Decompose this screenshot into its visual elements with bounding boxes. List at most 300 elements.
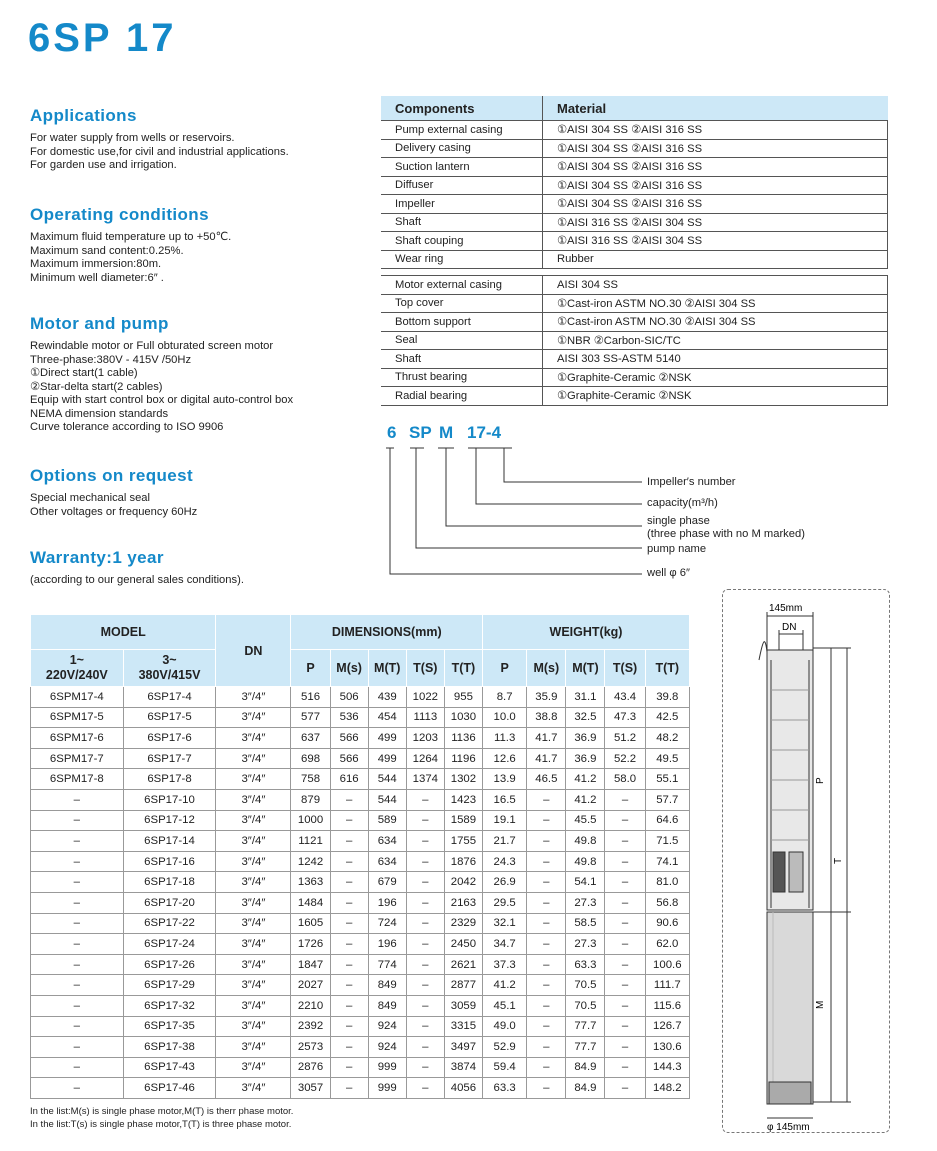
table-cell: 566 xyxy=(330,728,368,749)
table-cell: – xyxy=(605,913,645,934)
table-cell: – xyxy=(527,831,566,852)
table-row xyxy=(31,851,690,872)
table-cell: – xyxy=(605,934,645,955)
table-cell: – xyxy=(605,892,645,913)
dim-t: T xyxy=(833,857,844,864)
table-cell: 6SP17-6 xyxy=(123,728,216,749)
table-cell: 43.4 xyxy=(605,687,645,708)
table-cell: 3″/4″ xyxy=(216,728,291,749)
table-row xyxy=(31,687,690,708)
table-cell: 6SP17-22 xyxy=(123,913,216,934)
component-row xyxy=(381,350,888,369)
table-cell: 47.3 xyxy=(605,707,645,728)
table-cell: 6SP17-4 xyxy=(123,687,216,708)
component-row xyxy=(381,276,888,295)
table-row xyxy=(31,995,690,1016)
component-row xyxy=(381,176,888,195)
table-cell: 6SP17-43 xyxy=(123,1057,216,1078)
table-cell: 27.3 xyxy=(566,892,605,913)
component-name: Top cover xyxy=(381,294,543,313)
component-material: Rubber xyxy=(543,250,888,269)
component-name: Shaft xyxy=(381,213,543,232)
table-row xyxy=(31,954,690,975)
table-cell: – xyxy=(527,1016,566,1037)
table-cell: – xyxy=(527,954,566,975)
header-dimensions: DIMENSIONS(mm) xyxy=(291,615,483,650)
options-heading: Options on request xyxy=(30,466,194,485)
table-cell: – xyxy=(527,1057,566,1078)
dim-p: P xyxy=(815,777,826,784)
table-row xyxy=(31,1016,690,1037)
table-row xyxy=(31,872,690,893)
table-cell: 26.9 xyxy=(483,872,527,893)
component-name: Shaft couping xyxy=(381,232,543,251)
table-cell: 3″/4″ xyxy=(216,913,291,934)
table-cell: – xyxy=(31,934,124,955)
code-capacity: 17-4 xyxy=(467,423,502,442)
table-cell: 3315 xyxy=(444,1016,482,1037)
table-cell: 49.0 xyxy=(483,1016,527,1037)
table-cell: – xyxy=(406,1037,444,1058)
subheader-dim-ms: M(s) xyxy=(330,650,368,687)
component-row xyxy=(381,368,888,387)
table-cell: – xyxy=(31,975,124,996)
applications-section xyxy=(30,106,360,173)
table-cell: – xyxy=(31,954,124,975)
table-cell: 13.9 xyxy=(483,769,527,790)
table-cell: – xyxy=(330,934,368,955)
table-cell: 84.9 xyxy=(566,1078,605,1099)
table-cell: 3″/4″ xyxy=(216,975,291,996)
label-impeller: Impeller′s number xyxy=(647,476,736,488)
table-cell: 1113 xyxy=(406,707,444,728)
table-cell: 3″/4″ xyxy=(216,748,291,769)
options-line: Other voltages or frequency 60Hz xyxy=(30,505,198,518)
table-cell: 6SP17-10 xyxy=(123,789,216,810)
table-cell: – xyxy=(527,975,566,996)
table-cell: 54.1 xyxy=(566,872,605,893)
motor-line: Three-phase:380V - 415V /50Hz xyxy=(30,353,192,366)
component-material: ①AISI 316 SS ②AISI 304 SS xyxy=(543,213,888,232)
table-cell: 126.7 xyxy=(645,1016,689,1037)
table-cell: – xyxy=(31,1078,124,1099)
table-cell: 637 xyxy=(291,728,330,749)
table-cell: – xyxy=(605,851,645,872)
table-cell: 6SP17-26 xyxy=(123,954,216,975)
label-single-phase: single phase xyxy=(647,515,710,527)
component-row xyxy=(381,313,888,332)
applications-heading: Applications xyxy=(30,106,137,125)
table-cell: 59.4 xyxy=(483,1057,527,1078)
warranty-section xyxy=(30,548,360,588)
table-cell: – xyxy=(406,934,444,955)
table-cell: – xyxy=(31,831,124,852)
table-cell: 90.6 xyxy=(645,913,689,934)
table-cell: 2450 xyxy=(444,934,482,955)
subheader-wt-ms: M(s) xyxy=(527,650,566,687)
table-cell: 3″/4″ xyxy=(216,707,291,728)
table-cell: – xyxy=(31,1016,124,1037)
table-cell: – xyxy=(605,1016,645,1037)
subheader-dim-mt: M(T) xyxy=(368,650,406,687)
component-material: ①AISI 304 SS ②AISI 316 SS xyxy=(543,195,888,214)
table-cell: 2621 xyxy=(444,954,482,975)
table-cell: 41.7 xyxy=(527,728,566,749)
component-row xyxy=(381,250,888,269)
subheader-wt-mt: M(T) xyxy=(566,650,605,687)
table-cell: 31.1 xyxy=(566,687,605,708)
table-cell: – xyxy=(605,995,645,1016)
component-row xyxy=(381,213,888,232)
table-cell: – xyxy=(527,789,566,810)
table-cell: – xyxy=(330,1016,368,1037)
component-name: Thrust bearing xyxy=(381,368,543,387)
components-table xyxy=(381,96,888,406)
table-cell: 924 xyxy=(368,1037,406,1058)
table-cell: 6SP17-5 xyxy=(123,707,216,728)
operating-section xyxy=(30,205,360,285)
component-row xyxy=(381,387,888,406)
table-row xyxy=(31,934,690,955)
subheader-dim-p: P xyxy=(291,650,330,687)
table-cell: 6SPM17-8 xyxy=(31,769,124,790)
table-cell: 6SPM17-4 xyxy=(31,687,124,708)
table-cell: 1484 xyxy=(291,892,330,913)
table-cell: 1423 xyxy=(444,789,482,810)
table-cell: 64.6 xyxy=(645,810,689,831)
table-cell: 3″/4″ xyxy=(216,872,291,893)
table-cell: 6SP17-8 xyxy=(123,769,216,790)
component-name: Shaft xyxy=(381,350,543,369)
table-cell: – xyxy=(330,1057,368,1078)
table-cell: 63.3 xyxy=(566,954,605,975)
note-line: In the list:T(s) is single phase motor,T(T) is three phase motor. xyxy=(30,1118,292,1130)
table-cell: 71.5 xyxy=(645,831,689,852)
subheader-dim-ts: T(S) xyxy=(406,650,444,687)
table-cell: 130.6 xyxy=(645,1037,689,1058)
table-row xyxy=(31,1037,690,1058)
table-cell: – xyxy=(605,1037,645,1058)
header-model: MODEL xyxy=(31,615,216,650)
table-cell: – xyxy=(605,789,645,810)
table-cell: 879 xyxy=(291,789,330,810)
component-material: ①Graphite-Ceramic ②NSK xyxy=(543,368,888,387)
table-cell: 924 xyxy=(368,1016,406,1037)
table-cell: 52.9 xyxy=(483,1037,527,1058)
applications-line: For domestic use,for civil and industrial applications. xyxy=(30,145,289,158)
component-material: AISI 303 SS-ASTM 5140 xyxy=(543,350,888,369)
table-cell: 6SP17-7 xyxy=(123,748,216,769)
table-cell: 1726 xyxy=(291,934,330,955)
table-cell: – xyxy=(527,995,566,1016)
table-cell: 544 xyxy=(368,769,406,790)
table-cell: – xyxy=(527,934,566,955)
table-cell: 3″/4″ xyxy=(216,954,291,975)
table-cell: – xyxy=(605,831,645,852)
table-cell: 11.3 xyxy=(483,728,527,749)
table-cell: 1203 xyxy=(406,728,444,749)
motor-line: NEMA dimension standards xyxy=(30,407,169,420)
options-line: Special mechanical seal xyxy=(30,492,151,504)
operating-line: Minimum well diameter:6″ . xyxy=(30,271,164,284)
header-dn: DN xyxy=(216,615,291,687)
table-cell: 6SP17-35 xyxy=(123,1016,216,1037)
table-row xyxy=(31,892,690,913)
table-cell: 2329 xyxy=(444,913,482,934)
component-row xyxy=(381,232,888,251)
motor-line: Rewindable motor or Full obturated screen motor xyxy=(30,340,274,352)
table-cell: 1242 xyxy=(291,851,330,872)
subheader-wt-ts: T(S) xyxy=(605,650,645,687)
table-cell: 6SP17-38 xyxy=(123,1037,216,1058)
table-cell: 41.2 xyxy=(483,975,527,996)
table-row xyxy=(31,728,690,749)
table-cell: – xyxy=(406,1057,444,1078)
table-cell: 849 xyxy=(368,995,406,1016)
table-cell: 1589 xyxy=(444,810,482,831)
table-cell: 2210 xyxy=(291,995,330,1016)
table-row xyxy=(31,769,690,790)
table-cell: 3″/4″ xyxy=(216,769,291,790)
subheader-wt-tt: T(T) xyxy=(645,650,689,687)
table-cell: 3″/4″ xyxy=(216,1078,291,1099)
table-cell: 6SPM17-7 xyxy=(31,748,124,769)
table-cell: – xyxy=(527,913,566,934)
component-name: Diffuser xyxy=(381,176,543,195)
applications-line: For garden use and irrigation. xyxy=(30,159,177,171)
table-cell: 46.5 xyxy=(527,769,566,790)
motor-heading: Motor and pump xyxy=(30,314,169,333)
table-cell: 37.3 xyxy=(483,954,527,975)
table-cell: 81.0 xyxy=(645,872,689,893)
table-cell: 12.6 xyxy=(483,748,527,769)
table-cell: 111.7 xyxy=(645,975,689,996)
subheader-wt-p: P xyxy=(483,650,527,687)
component-name: Suction lantern xyxy=(381,158,543,177)
table-cell: 70.5 xyxy=(566,995,605,1016)
header-three-phase: 3~ 380V/415V xyxy=(123,650,216,687)
table-cell: – xyxy=(31,872,124,893)
table-cell: – xyxy=(31,851,124,872)
table-cell: 58.0 xyxy=(605,769,645,790)
motor-line: ①Direct start(1 cable) xyxy=(30,367,138,379)
table-cell: 32.1 xyxy=(483,913,527,934)
table-cell: 3″/4″ xyxy=(216,995,291,1016)
table-cell: 62.0 xyxy=(645,934,689,955)
table-cell: 589 xyxy=(368,810,406,831)
page-title: 6SP 17 xyxy=(28,16,177,60)
dim-bottom-width: φ 145mm xyxy=(767,1122,810,1132)
table-cell: – xyxy=(406,851,444,872)
label-well: well φ 6″ xyxy=(647,567,690,579)
component-name: Motor external casing xyxy=(381,276,543,295)
table-cell: 6SP17-29 xyxy=(123,975,216,996)
warranty-line: (according to our general sales conditions). xyxy=(30,574,244,586)
table-cell: 6SP17-12 xyxy=(123,810,216,831)
table-cell: 6SP17-24 xyxy=(123,934,216,955)
code-pump-name: SP xyxy=(409,423,432,442)
table-cell: 2392 xyxy=(291,1016,330,1037)
table-cell: 148.2 xyxy=(645,1078,689,1099)
table-cell: 56.8 xyxy=(645,892,689,913)
component-material: ①AISI 304 SS ②AISI 316 SS xyxy=(543,158,888,177)
component-row xyxy=(381,139,888,158)
table-cell: – xyxy=(31,810,124,831)
table-cell: – xyxy=(605,872,645,893)
table-cell: – xyxy=(527,851,566,872)
table-cell: 774 xyxy=(368,954,406,975)
table-cell: – xyxy=(406,1078,444,1099)
table-cell: 45.5 xyxy=(566,810,605,831)
table-cell: 29.5 xyxy=(483,892,527,913)
table-cell: 3″/4″ xyxy=(216,687,291,708)
table-cell: – xyxy=(330,810,368,831)
table-cell: 49.8 xyxy=(566,851,605,872)
table-cell: – xyxy=(406,954,444,975)
table-cell: 8.7 xyxy=(483,687,527,708)
table-row xyxy=(31,810,690,831)
label-capacity: capacity(m³/h) xyxy=(647,497,718,509)
table-cell: 536 xyxy=(330,707,368,728)
table-cell: – xyxy=(330,1078,368,1099)
component-name: Radial bearing xyxy=(381,387,543,406)
applications-line: For water supply from wells or reservoirs. xyxy=(30,132,235,144)
table-cell: 24.3 xyxy=(483,851,527,872)
table-cell: 1363 xyxy=(291,872,330,893)
table-cell: – xyxy=(527,872,566,893)
pump-diagram xyxy=(722,589,890,1133)
table-cell: – xyxy=(330,892,368,913)
table-cell: – xyxy=(31,1037,124,1058)
table-row xyxy=(31,707,690,728)
table-row xyxy=(31,913,690,934)
table-cell: 58.5 xyxy=(566,913,605,934)
table-cell: 45.1 xyxy=(483,995,527,1016)
table-row xyxy=(31,1057,690,1078)
table-cell: – xyxy=(330,975,368,996)
table-cell: 1876 xyxy=(444,851,482,872)
table-cell: 63.3 xyxy=(483,1078,527,1099)
table-cell: 6SPM17-6 xyxy=(31,728,124,749)
table-cell: – xyxy=(605,1057,645,1078)
table-cell: 3497 xyxy=(444,1037,482,1058)
table-cell: – xyxy=(406,872,444,893)
table-cell: 439 xyxy=(368,687,406,708)
table-cell: 3″/4″ xyxy=(216,831,291,852)
component-row xyxy=(381,294,888,313)
component-row xyxy=(381,331,888,350)
component-material: ①AISI 316 SS ②AISI 304 SS xyxy=(543,232,888,251)
table-cell: – xyxy=(406,831,444,852)
table-cell: – xyxy=(605,810,645,831)
component-name: Delivery casing xyxy=(381,139,543,158)
table-cell: 849 xyxy=(368,975,406,996)
table-cell: 77.7 xyxy=(566,1037,605,1058)
component-name: Seal xyxy=(381,331,543,350)
table-cell: 2573 xyxy=(291,1037,330,1058)
table-cell: – xyxy=(527,1037,566,1058)
component-row xyxy=(381,195,888,214)
table-cell: 566 xyxy=(330,748,368,769)
table-cell: 758 xyxy=(291,769,330,790)
table-cell: 2042 xyxy=(444,872,482,893)
table-cell: 1022 xyxy=(406,687,444,708)
table-cell: 196 xyxy=(368,934,406,955)
table-cell: 49.8 xyxy=(566,831,605,852)
table-cell: 6SP17-32 xyxy=(123,995,216,1016)
table-cell: 1136 xyxy=(444,728,482,749)
table-cell: 16.5 xyxy=(483,789,527,810)
table-cell: 57.7 xyxy=(645,789,689,810)
table-cell: 4056 xyxy=(444,1078,482,1099)
table-cell: – xyxy=(406,975,444,996)
table-cell: 10.0 xyxy=(483,707,527,728)
table-cell: 48.2 xyxy=(645,728,689,749)
table-cell: – xyxy=(605,954,645,975)
label-three-phase: (three phase with no M marked) xyxy=(647,528,805,540)
motor-line: Curve tolerance according to ISO 9906 xyxy=(30,421,224,433)
table-cell: 454 xyxy=(368,707,406,728)
table-cell: – xyxy=(31,892,124,913)
table-cell: – xyxy=(330,1037,368,1058)
table-cell: 1847 xyxy=(291,954,330,975)
table-cell: – xyxy=(330,954,368,975)
table-cell: 49.5 xyxy=(645,748,689,769)
table-cell: 144.3 xyxy=(645,1057,689,1078)
component-material: ①Graphite-Ceramic ②NSK xyxy=(543,387,888,406)
code-leader-lines xyxy=(380,440,650,580)
table-cell: 51.2 xyxy=(605,728,645,749)
specs-table xyxy=(30,614,690,1099)
table-cell: – xyxy=(31,789,124,810)
operating-line: Maximum fluid temperature up to +50℃. xyxy=(30,231,232,243)
table-cell: 3″/4″ xyxy=(216,1057,291,1078)
table-cell: 84.9 xyxy=(566,1057,605,1078)
table-cell: – xyxy=(406,892,444,913)
table-cell: 32.5 xyxy=(566,707,605,728)
table-cell: – xyxy=(605,975,645,996)
operating-line: Maximum sand content:0.25%. xyxy=(30,244,184,257)
table-cell: 41.2 xyxy=(566,769,605,790)
component-name: Pump external casing xyxy=(381,121,543,140)
table-cell: 35.9 xyxy=(527,687,566,708)
table-cell: – xyxy=(406,913,444,934)
header-weight: WEIGHT(kg) xyxy=(483,615,690,650)
table-cell: 1264 xyxy=(406,748,444,769)
label-pump-name: pump name xyxy=(647,543,707,555)
table-cell: – xyxy=(31,995,124,1016)
table-cell: 3059 xyxy=(444,995,482,1016)
table-cell: 1302 xyxy=(444,769,482,790)
table-cell: 6SP17-18 xyxy=(123,872,216,893)
table-cell: 3″/4″ xyxy=(216,789,291,810)
table-cell: 679 xyxy=(368,872,406,893)
table-cell: 34.7 xyxy=(483,934,527,955)
table-cell: 506 xyxy=(330,687,368,708)
table-cell: 1121 xyxy=(291,831,330,852)
table-row xyxy=(31,975,690,996)
code-phase: M xyxy=(439,423,454,442)
table-cell: 724 xyxy=(368,913,406,934)
table-cell: 100.6 xyxy=(645,954,689,975)
table-cell: – xyxy=(31,1057,124,1078)
component-material: ①NBR ②Carbon-SIC/TC xyxy=(543,331,888,350)
table-cell: 21.7 xyxy=(483,831,527,852)
table-cell: 19.1 xyxy=(483,810,527,831)
table-cell: 3057 xyxy=(291,1078,330,1099)
table-cell: – xyxy=(527,892,566,913)
table-cell: 52.2 xyxy=(605,748,645,769)
